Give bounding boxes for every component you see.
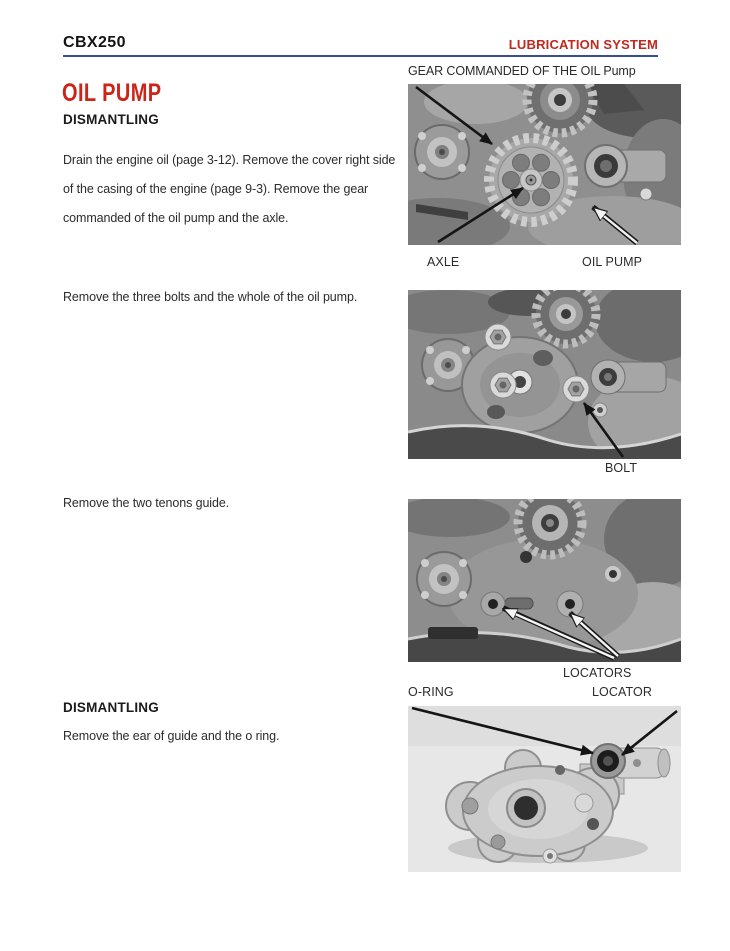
figure2-photo-pump-bolts bbox=[408, 290, 681, 459]
paragraph-remove-tenons: Remove the two tenons guide. bbox=[63, 496, 230, 510]
heading-dismantling-1: DISMANTLING bbox=[63, 112, 159, 127]
figure1-label-oil-pump: OIL PUMP bbox=[582, 255, 643, 269]
figure4-label-locator: LOCATOR bbox=[592, 685, 652, 699]
figure2-bolt-2 bbox=[490, 372, 516, 398]
figure3-image bbox=[408, 499, 681, 662]
paragraph-remove-bolts: Remove the three bolts and the whole of the oil pump. bbox=[63, 290, 358, 304]
figure1-label-axle: AXLE bbox=[427, 255, 460, 269]
figure4-photo-oil-pump-removed bbox=[408, 706, 681, 872]
figure1-photo-gear-commanded bbox=[408, 84, 681, 245]
paragraph-drain-oil-line2: of the casing of the engine (page 9-3). Remove the gear bbox=[63, 182, 369, 196]
page-header-section: LUBRICATION SYSTEM bbox=[508, 37, 658, 52]
figure1-image bbox=[408, 84, 681, 245]
figure1-caption: GEAR COMMANDED OF THE OIL Pump bbox=[408, 64, 636, 78]
page-header-model: CBX250 bbox=[63, 34, 126, 51]
figure2-bolt-1 bbox=[485, 324, 511, 350]
paragraph-drain-oil-line1: Drain the engine oil (page 3-12). Remove the cover right side bbox=[63, 153, 396, 167]
paragraph-drain-oil-line3: commanded of the oil pump and the axle. bbox=[63, 211, 289, 225]
page-title-text: OIL PUMP bbox=[62, 79, 162, 107]
paragraph-drain-oil bbox=[63, 146, 395, 233]
paragraph-remove-ear: Remove the ear of guide and the o ring. bbox=[63, 729, 280, 743]
figure2-bolt-3 bbox=[563, 376, 589, 402]
figure4-label-o-ring: O-RING bbox=[408, 685, 454, 699]
figure2-label-bolt: BOLT bbox=[605, 461, 638, 475]
figure4-image bbox=[408, 706, 681, 872]
figure2-image bbox=[408, 290, 681, 459]
figure3-photo-locators bbox=[408, 499, 681, 662]
heading-dismantling-2: DISMANTLING bbox=[63, 700, 159, 715]
figure3-label-locators: LOCATORS bbox=[563, 666, 632, 680]
header-rule bbox=[63, 55, 658, 57]
page-title bbox=[62, 79, 186, 108]
